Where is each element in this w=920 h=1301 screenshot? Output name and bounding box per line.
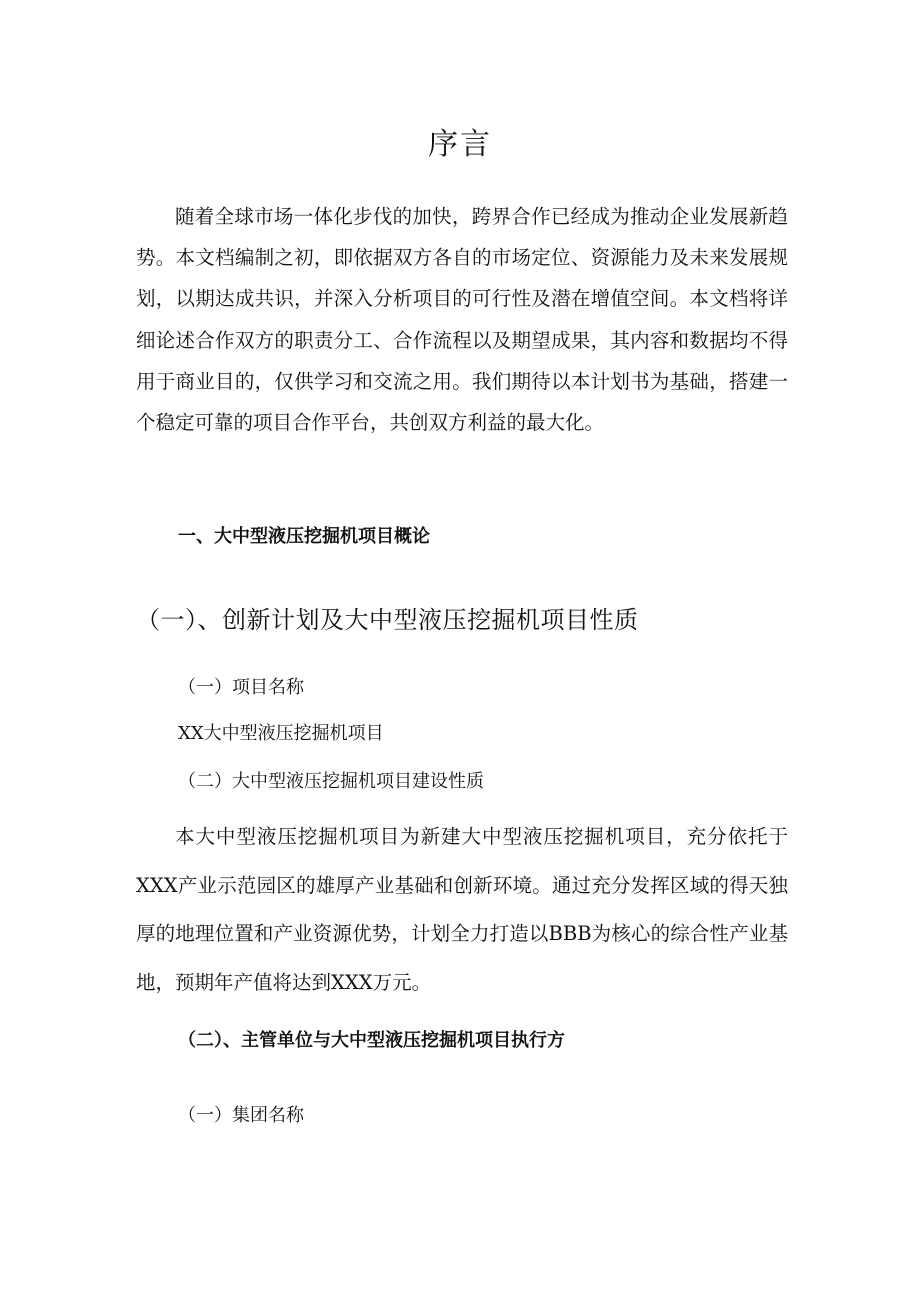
subsection-heading-innovation-plan: （一）、创新计划及大中型液压挖掘机项目性质 [136, 606, 639, 634]
subsection-heading-executing-party: （二）、主管单位与大中型液压挖掘机项目执行方 [178, 1030, 565, 1051]
intro-paragraph: 随着全球市场一体化步伐的加快，跨界合作已经成为推动企业发展新趋势。本文档编制之初，即依据双方各自的市场定位、资源能力及未来发展规划，以期达成共识，并深入分析项目的可行性及潜在增值空间。本文档将详细论述合作双方的职责分工、合作流程以及期望成果，其内容和数据均不得用于商业目的，仅供学习和交流之用。我们期待以本计划书为基础，搭建一个稳定可靠的项目合作平台，共创双方利益的最大化。 [136, 205, 788, 435]
section-heading-overview: 一、大中型液压挖掘机项目概论 [178, 526, 430, 547]
item-label-project-name: （一）项目名称 [178, 677, 304, 698]
document-title: 序言 [428, 127, 492, 162]
item-label-group-name: （一）集团名称 [178, 1105, 304, 1126]
construction-nature-paragraph: 本大中型液压挖掘机项目为新建大中型液压挖掘机项目，充分依托于XXX产业示范园区的雄厚产业基础和创新环境。通过充分发挥区域的得天独厚的地理位置和产业资源优势，计划全力打造以BBB为核心的综合性产业基地，预期年产值将达到XXX万元。 [136, 825, 788, 994]
item-label-construction-nature: （二）大中型液压挖掘机项目建设性质 [178, 771, 484, 792]
item-value-project-name: XX大中型液压挖掘机项目 [178, 723, 384, 744]
